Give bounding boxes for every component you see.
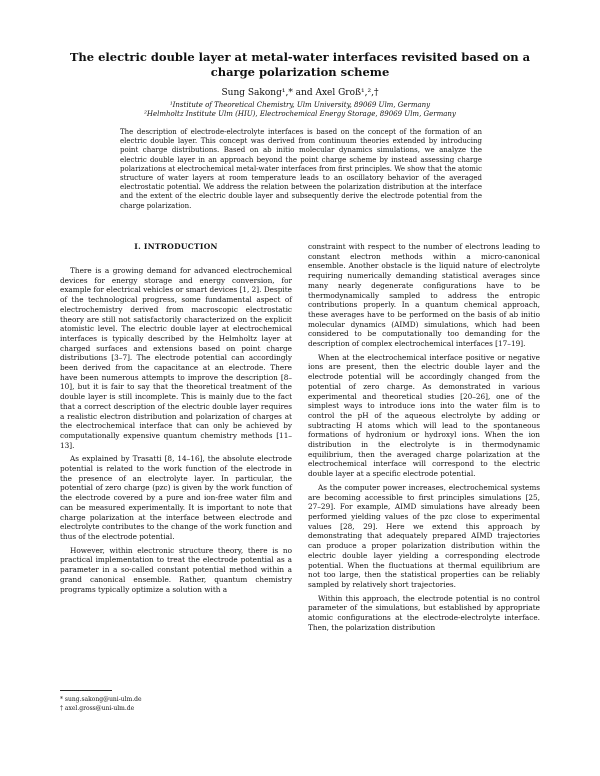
left-column (60, 266, 292, 594)
left-paragraph-1: There is a growing demand for advanced electrochemical devices for energy storage and energy conversion, for example for electrical vehicles or smart devices [1, 2]. Despite of the technological progress, some fundamental aspect of electrochemistry derived from macroscopic electrostatic theory are still not satisfactorily characterized on the explicit atomistic level. The electric double layer at electrochemical interfaces is typically described by the Helmholtz layer at charged surfaces and extensions based on point charge distributions [3–7]. The electrode potential can accordingly been derived from the capacitance at an electrode. There have been numerous attempts to improve the description [8–10], but it is fair to say that the theoretical treatment of the double layer is still incomplete. This is mainly due to the fact that a correct description of the electric double layer requires a realistic electron distribution and polarization of charges at the electrochemical interface that can only be achieved by computationally expensive quantum chemistry methods [11–13]. (60, 266, 292, 450)
right-paragraph-3: As the computer power increases, electrochemical systems are becoming accessible to first principles simulations [25, 27–29]. For example, AIMD simulations have already been performed yielding values of the pzc close to experimental values [28, 29]. Here we extend this approach by demonstrating that adequately prepared AIMD trajectories can produce a proper polarization distribution within the electric double layer yielding a corresponding electrode potential. When the fluctuations at thermal equilibrium are not too large, then the statistical properties can be reliably sampled by relatively short trajectories. (308, 482, 540, 589)
paper-title: The electric double layer at metal-water interfaces revisited based on a charge polarization scheme (69, 50, 531, 79)
left-paragraph-2: As explained by Trasatti [8, 14–16], the absolute electrode potential is related to the work function of the electrode in the presence of an electrolyte layer. In particular, the potential of zero charge (pzc) is given by the work function of the electrode covered by a pure and ion-free water film and can be measured experimentally. It is important to note that charge polarization at the interface between electrode and electrolyte contributes to the change of the work function and thus of the electrode potential. (60, 454, 292, 541)
left-paragraph-3: However, within electronic structure theory, there is no practical implementation to treat the electrode potential as a parameter in a so-called constant potential method within a grand canonical ensemble. Rather, quantum chemistry programs typically optimize a solution with a (60, 545, 292, 594)
right-paragraph-1: constraint with respect to the number of electrons leading to constant electron methods within a micro-canonical ensemble. Another obstacle is the liquid nature of electrolyte requiring numerically demanding statistical averages since many nearly degenerate configurations have to be thermodynamically sampled to address the entropic contributions properly. In a quantum chemical approach, these averages have to be performed on the basis of ab initio molecular dynamics (AIMD) simulations, which had been considered to be computationally too demanding for the description of complex electrochemical interfaces [17–19]. (308, 242, 540, 349)
footnote-1: * sung.sakong@uni-ulm.de (60, 696, 142, 703)
section-heading: I. INTRODUCTION (134, 242, 218, 251)
right-paragraph-2: When at the electrochemical interface positive or negative ions are present, then the electric double layer and the electrode potential will be accordingly changed from the potential of zero charge. As demonstrated in various experimental and theoretical studies [20–26], one of the simplest ways to introduce ions into the water film is to control the pH of the aqueous electrolyte by adding or subtracting H atoms which will lead to the spontaneous formations of hydronium or hydroxyl ions. When the ion distribution in the electrolyte is in thermodynamic equilibrium, then the averaged charge polarization at the electrochemical interface will correspond to the electric double layer at a specific electrode potential. (308, 352, 540, 479)
author-list: Sung Sakong¹,* and Axel Groß¹,²,† (221, 88, 379, 98)
affiliation-1: ¹Institute of Theoretical Chemistry, Ulm University, 89069 Ulm, Germany (169, 101, 431, 109)
footnote-2: † axel.gross@uni-ulm.de (60, 705, 135, 712)
footnote-rule (60, 690, 112, 691)
right-column (308, 242, 540, 632)
affiliation-2: ²Helmholtz Institute Ulm (HIU), Electrochemical Energy Storage, 89069 Ulm, Germany (144, 110, 456, 118)
right-paragraph-4: Within this approach, the electrode potential is no control parameter of the simulations, but established by appropriate atomic configurations at the electrode-electrolyte interface. Then, the polarization distribution (308, 593, 540, 632)
abstract: The description of electrode-electrolyte interfaces is based on the concept of the formation of an electric double layer. This concept was derived from continuum theories extended by introducing point charge distributions. Based on ab initio molecular dynamics simulations, we analyze the electric double layer in an approach beyond the point charge scheme by instead assessing charge polarizations at electrochemical metal-water interfaces from first principles. We show that the atomic structure of water layers at room temperature leads to an oscillatory behavior of the averaged electrostatic potential. We address the relation between the polarization distribution at the interface and the extent of the electric double layer and subsequently derive the electrode potential from the charge polarization. (120, 128, 482, 210)
